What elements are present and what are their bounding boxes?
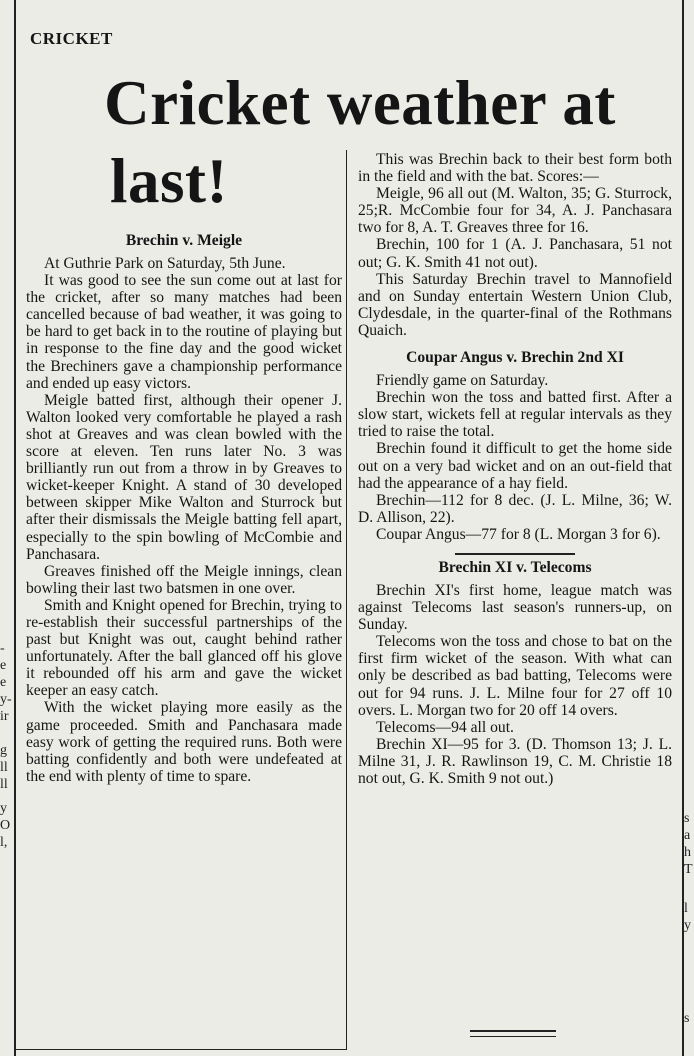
left-fragment: e <box>0 658 7 673</box>
article-paragraph: Meigle, 96 all out (M. Walton, 35; G. Sturrock, 25;R. McCombie four for 34, A. J. Panchasara two for 8, A. T. Greaves three for 16. <box>358 185 672 237</box>
headline-line-2: last! <box>110 146 228 216</box>
article-paragraph: Meigle batted first, although their opener J. Walton looked very comfortable he played a rash shot at Greaves and was clean bowled with the score at eleven. Ten runs later No. 3 was brilliantly run out from a throw in by Greaves to wicket-keeper Knight. A stand of 30 developed between skipper Mike Walton and Sturrock but after their dismissals the Meigle batting fell apart, especially to the spin bowling of McCombie and Panchasara. <box>26 391 342 563</box>
end-rule <box>470 1036 556 1037</box>
article-paragraph: Brechin—112 for 8 dec. (J. L. Milne, 36; W. D. Allison, 22). <box>358 491 672 526</box>
article-paragraph: Friendly game on Saturday. <box>376 372 549 390</box>
right-fragment: T <box>684 862 693 877</box>
article-paragraph: It was good to see the sun come out at last for the cricket, after so many matches had been cancelled because of bad weather, it was going to be hard to get back in to the routine of playing but in response to the fine day and the good wicket the Brechiners gave a championship performance and ended up easy victors. <box>26 272 342 392</box>
article-paragraph: Telecoms won the toss and chose to bat on the first firm wicket of the season. With what can only be described as bad batting, Telecoms were out for 94 runs. J. L. Milne four for 27 off 10 overs. L. Morgan two for 20 off 14 overs. <box>358 633 672 719</box>
bottom-rule <box>16 1049 346 1050</box>
article-paragraph: Telecoms—94 all out. <box>376 718 514 736</box>
article-subhead: Brechin v. Meigle <box>125 232 243 249</box>
section-label: CRICKET <box>30 29 113 48</box>
left-fragment: l, <box>0 835 8 850</box>
article-paragraph: With the wicket playing more easily as the game proceeded. Smith and Panchasara made easy work of getting the required runs. Both were batting confidently and both were undefeated at the end with plenty of time to spare. <box>26 699 342 785</box>
right-fragment: s <box>684 811 690 826</box>
article-subhead: Brechin XI v. Telecoms <box>438 558 592 576</box>
right-fragment: a <box>684 828 691 843</box>
article-paragraph: Brechin XI's first home, league match was against Telecoms last season's runners-up, on Sunday. <box>358 581 672 634</box>
left-fragment: ll <box>0 760 8 775</box>
left-fragment: - <box>0 641 5 656</box>
article-paragraph: Brechin won the toss and batted first. After a slow start, wickets fell at regular intervals as they tried to raise the total. <box>358 389 672 441</box>
left-fragment: ir <box>0 709 9 724</box>
article-paragraph: This was Brechin back to their best form both in the field and with the bat. Scores:— <box>358 151 672 186</box>
left-fragment: ll <box>0 777 8 792</box>
right-fragment: l <box>684 901 688 916</box>
left-fragment: e <box>0 675 7 690</box>
article-subhead: Coupar Angus v. Brechin 2nd XI <box>406 349 624 367</box>
left-fragment: y- <box>0 692 12 707</box>
left-fragment: O <box>0 818 11 833</box>
left-fragment: y <box>0 801 7 816</box>
article-paragraph: Brechin, 100 for 1 (A. J. Panchasara, 51 not out; G. K. Smith 41 not out). <box>358 236 672 271</box>
article-paragraph: Greaves finished off the Meigle innings, clean bowling their last two batsmen in one over. <box>26 562 342 597</box>
article-divider <box>455 553 575 555</box>
end-rule <box>470 1030 556 1032</box>
left-fragment: g <box>0 743 7 758</box>
right-column-rule <box>682 0 684 1056</box>
article-paragraph: Coupar Angus—77 for 8 (L. Morgan 3 for 6). <box>376 525 661 543</box>
right-fragment: y <box>684 918 691 933</box>
right-column <box>358 151 672 787</box>
article-paragraph: Brechin XI—95 for 3. (D. Thomson 13; J. L. Milne 31, J. R. Rawlinson 19, C. M. Christie 18 not out, G. K. Smith 9 not out.) <box>358 735 672 787</box>
right-fragment: s <box>684 1011 690 1026</box>
article-paragraph: At Guthrie Park on Saturday, 5th June. <box>44 255 286 272</box>
article-brechin-meigle <box>26 232 342 785</box>
article-paragraph: This Saturday Brechin travel to Mannofield and on Sunday entertain Western Union Club, Clydesdale, in the quarter-final of the Rothmans Quaich. <box>358 270 672 339</box>
center-column-rule <box>346 150 347 1050</box>
headline-line-1: Cricket weather at <box>104 68 616 138</box>
left-column-rule <box>14 0 16 1056</box>
article-paragraph: Smith and Knight opened for Brechin, trying to re-establish their successful partnerships of the past but Knight was out, caught behind rather unfortunately. After the ball glanced off his glove it rebounded off his arm and gave the wicket keeper an easy catch. <box>26 596 342 700</box>
right-fragment: h <box>684 845 691 860</box>
article-paragraph: Brechin found it difficult to get the home side out on a very bad wicket and on an out-field that had the appearance of a hay field. <box>358 440 672 492</box>
